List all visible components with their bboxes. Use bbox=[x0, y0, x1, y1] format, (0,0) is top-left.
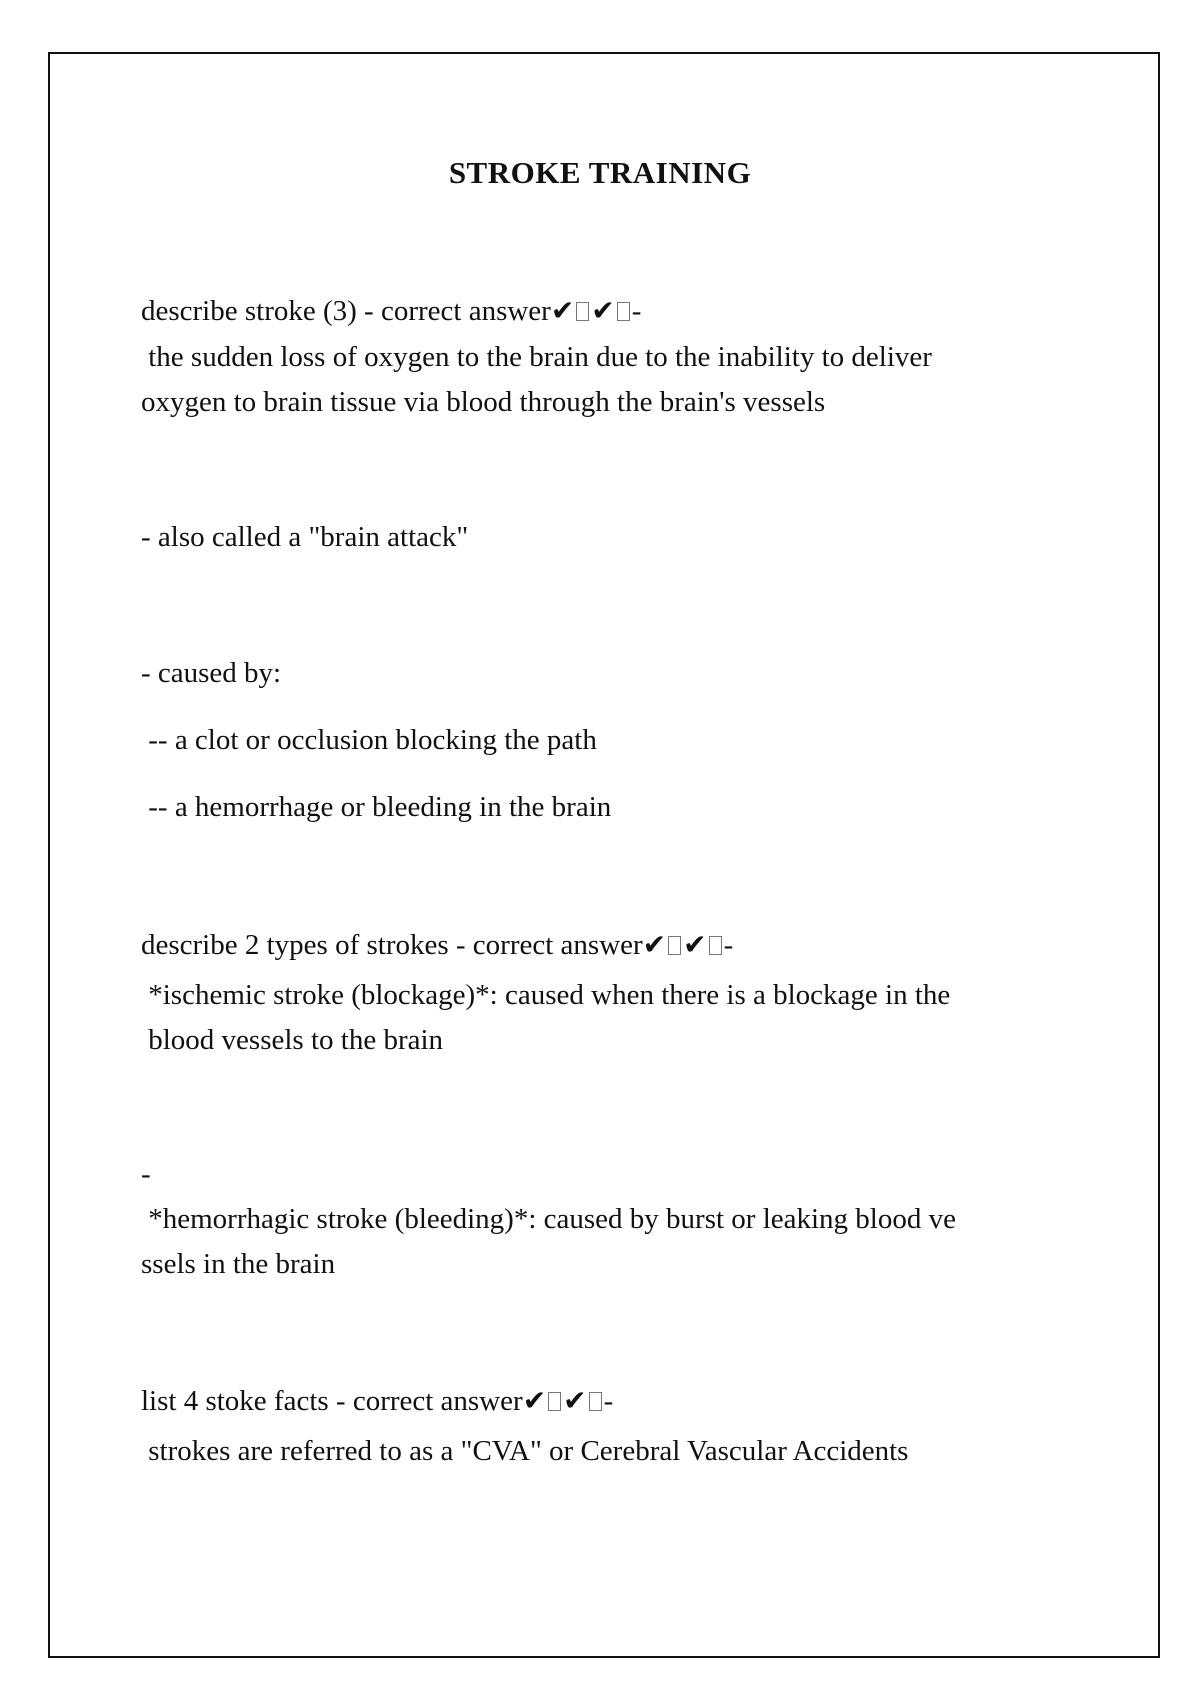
missing-glyph-box bbox=[617, 302, 630, 321]
answer-line: -- a clot or occlusion blocking the path bbox=[141, 724, 597, 756]
missing-glyph-box bbox=[576, 302, 589, 321]
missing-glyph-box bbox=[548, 1392, 561, 1411]
answer-line: *ischemic stroke (blockage)*: caused when there is a blockage in the bbox=[141, 979, 951, 1011]
checkmark-icon: ✔ bbox=[522, 1384, 547, 1417]
checkmark-icon: ✔ bbox=[563, 1384, 587, 1417]
answer-line: strokes are referred to as a "CVA" or Cerebral Vascular Accidents bbox=[141, 1435, 909, 1467]
answer-line: - bbox=[141, 1158, 151, 1190]
missing-glyph-box bbox=[589, 1392, 602, 1411]
missing-glyph-box bbox=[709, 936, 722, 955]
answer-line: *hemorrhagic stroke (bleeding)*: caused by burst or leaking blood ve bbox=[141, 1203, 956, 1235]
question-text: describe 2 types of strokes - correct answer bbox=[141, 929, 643, 961]
checkmark-icon: ✔ bbox=[591, 294, 615, 327]
answer-line: ssels in the brain bbox=[141, 1248, 336, 1280]
question-line: list 4 stoke facts - correct answer✔ ✔ - bbox=[141, 1384, 614, 1417]
answer-line: -- a hemorrhage or bleeding in the brain bbox=[141, 791, 612, 823]
checkmark-icon: ✔ bbox=[683, 928, 707, 961]
question-text: list 4 stoke facts - correct answer bbox=[141, 1385, 523, 1417]
answer-line: oxygen to brain tissue via blood through the brain's vessels bbox=[141, 386, 826, 418]
checkmark-icon: ✔ bbox=[642, 928, 667, 961]
checkmark-icon: ✔ bbox=[550, 294, 575, 327]
answer-line: - caused by: bbox=[141, 657, 282, 689]
question-text: describe stroke (3) - correct answer bbox=[141, 295, 551, 327]
missing-glyph-box bbox=[668, 936, 681, 955]
document-title: STROKE TRAINING bbox=[448, 155, 752, 190]
answer-line: - also called a "brain attack" bbox=[141, 521, 469, 553]
question-line: describe 2 types of strokes - correct answer✔ ✔ - bbox=[141, 928, 734, 961]
answer-line: the sudden loss of oxygen to the brain due to the inability to deliver bbox=[141, 341, 932, 373]
question-line: describe stroke (3) - correct answer✔ ✔ - bbox=[141, 294, 642, 327]
answer-line: blood vessels to the brain bbox=[141, 1024, 444, 1056]
